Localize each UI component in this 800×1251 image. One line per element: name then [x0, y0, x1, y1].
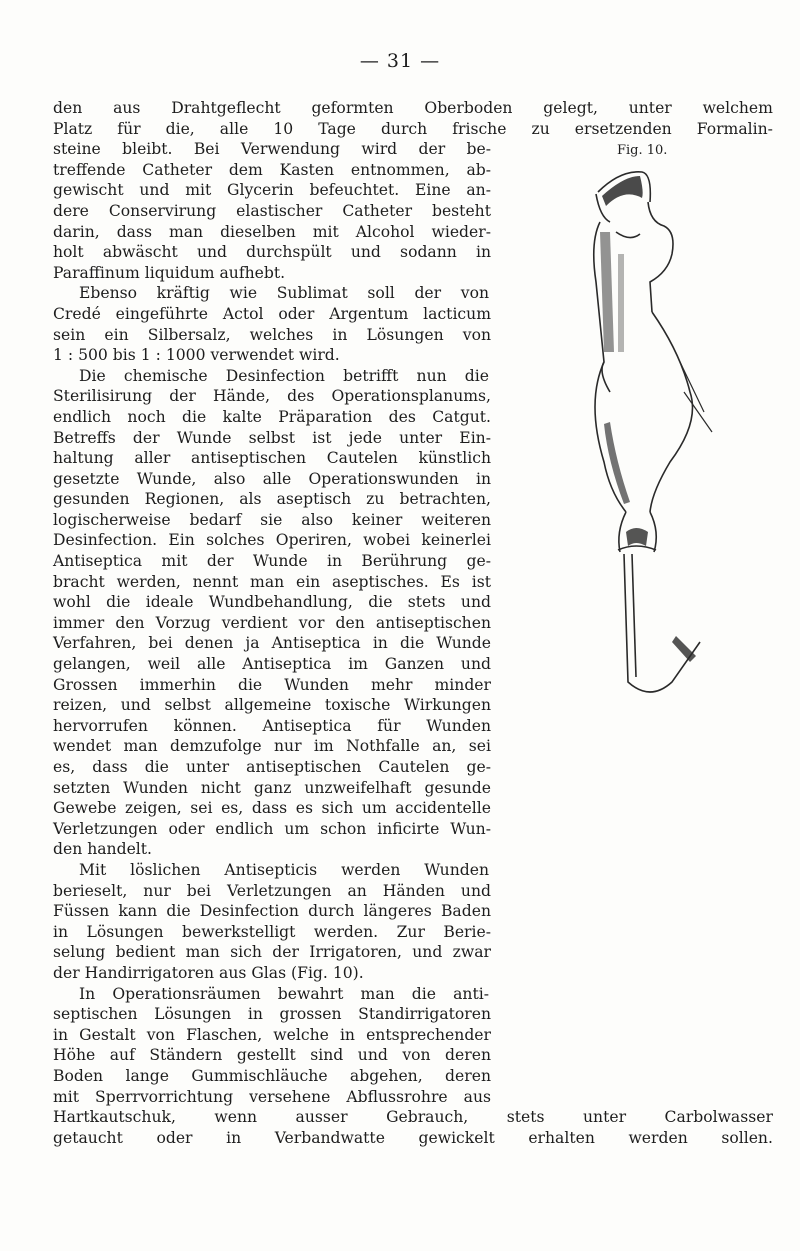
text-line: Verletzungen oder endlich um schon inficirte Wun- [53, 819, 491, 838]
text-line: sein ein Silbersalz, welches in Lösungen von [53, 325, 491, 344]
text-line: immer den Vorzug verdient vor den antiseptischen [53, 613, 491, 632]
text-line: holt abwäscht und durchspült und sodann in [53, 243, 491, 262]
text-line: gelangen, weil alle Antiseptica im Ganzen und [53, 655, 491, 674]
text-line: logischerweise bedarf sie also keiner weiteren [53, 510, 491, 529]
text-line: steine bleibt. Bei Verwendung wird der be- [53, 140, 491, 159]
text-line: Desinfection. Ein solches Operiren, wobei keinerlei [53, 531, 491, 550]
text-line: setzten Wunden nicht ganz unzweifelhaft gesunde [53, 778, 491, 797]
text-line: Betreffs der Wunde selbst ist jede unter Ein- [53, 428, 491, 447]
text-line: Credé eingeführte Actol oder Argentum lacticum [53, 304, 491, 323]
text-line: Gewebe zeigen, sei es, dass es sich um accidentelle [53, 799, 491, 818]
text-line: haltung aller antiseptischen Cautelen künstlich [53, 449, 491, 468]
text-line: Ebenso kräftig wie Sublimat soll der von [79, 284, 489, 303]
text-line: Füssen kann die Desinfection durch längeres Baden [53, 902, 491, 921]
text-line: Mit löslichen Antisepticis werden Wunden [79, 860, 489, 879]
text-line: Antiseptica mit der Wunde in Berührung ge- [53, 552, 491, 571]
text-line: reizen, und selbst allgemeine toxische Wirkungen [53, 696, 491, 715]
text-line: getaucht oder in Verbandwatte gewickelt erhalten werden sollen. [53, 1128, 773, 1147]
text-line: gewischt und mit Glycerin befeuchtet. Eine an- [53, 181, 491, 200]
page-number: — 31 — [359, 50, 441, 72]
text-line: Hartkautschuk, wenn ausser Gebrauch, stets unter Carbolwasser [53, 1108, 773, 1127]
text-line: den handelt. [53, 840, 153, 859]
body-text [53, 98, 773, 1148]
text-line: 1 : 500 bis 1 : 1000 verwendet wird. [53, 346, 340, 365]
figure-caption: Fig. 10. [617, 143, 668, 158]
text-line: dere Conservirung elastischer Catheter besteht [53, 201, 491, 220]
text-line: Verfahren, bei denen ja Antiseptica in die Wunde [53, 634, 491, 653]
text-line: septischen Lösungen in grossen Standirrigatoren [53, 1005, 491, 1024]
text-line: Die chemische Desinfection betrifft nun die [79, 366, 489, 385]
text-line: in Lösungen bewerkstelligt werden. Zur Berie- [53, 922, 491, 941]
text-line: gesunden Regionen, als aseptisch zu betrachten, [53, 490, 491, 509]
text-line: endlich noch die kalte Präparation des Catgut. [53, 407, 491, 426]
text-line: mit Sperrvorrichtung versehene Abflussrohre aus [53, 1087, 491, 1106]
text-line: gesetzte Wunde, also alle Operationswunden in [53, 469, 491, 488]
text-line: berieselt, nur bei Verletzungen an Händen und [53, 881, 491, 900]
text-line: In Operationsräumen bewahrt man die anti- [79, 984, 489, 1003]
text-line: wohl die ideale Wundbehandlung, die stets und [53, 593, 491, 612]
text-line: darin, dass man dieselben mit Alcohol wieder- [53, 222, 491, 241]
text-line: der Handirrigatoren aus Glas (Fig. 10). [53, 963, 364, 982]
text-line: in Gestalt von Flaschen, welche in entsprechender [53, 1025, 491, 1044]
text-line: selung bedient man sich der Irrigatoren, und zwar [53, 943, 491, 962]
text-line: bracht werden, nennt man ein aseptisches. Es ist [53, 572, 491, 591]
text-line: Sterilisirung der Hände, des Operationsplanums, [53, 387, 491, 406]
text-line: hervorrufen können. Antiseptica für Wunden [53, 716, 491, 735]
text-line: wendet man demzufolge nur im Nothfalle an, sei [53, 737, 491, 756]
text-line: den aus Drahtgeflecht geformten Oberboden gelegt, unter welchem [53, 99, 773, 117]
text-line: es, dass die unter antiseptischen Cautelen ge- [53, 758, 491, 776]
text-line: Paraffinum liquidum aufhebt. [53, 263, 286, 282]
text-line: Platz für die, alle 10 Tage durch frische zu ersetzenden Formalin- [53, 119, 773, 138]
text-line: treffende Catheter dem Kasten entnommen, ab- [53, 160, 491, 179]
text-line: Grossen immerhin die Wunden mehr minder [53, 675, 491, 694]
text-line: Höhe auf Ständern gestellt sind und von deren [53, 1046, 491, 1065]
text-line: Boden lange Gummischläuche abgehen, deren [53, 1066, 491, 1085]
